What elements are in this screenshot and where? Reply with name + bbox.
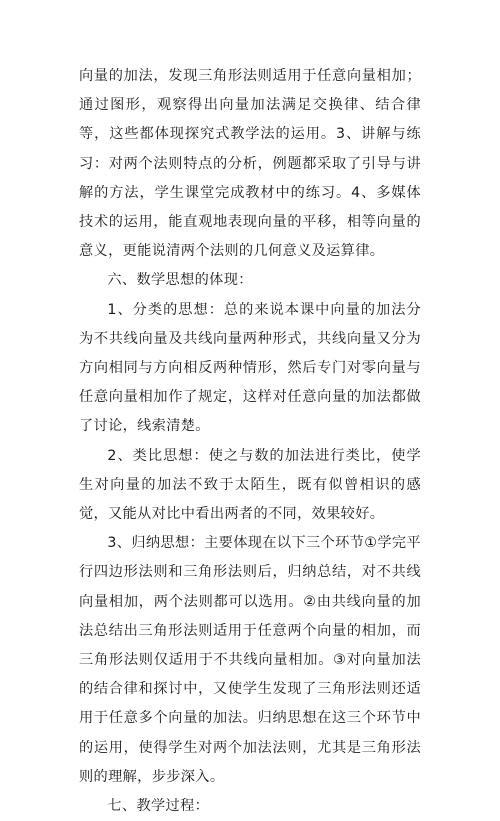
paragraph-classification-thinking: 1、分类的思想：总的来说本课中向量的加法分为不共线向量及共线向量两种形式，共线向量又分为方向相同与方向相反两种情形，然后专门对零向量与任意向量相加作了规定，这样对任意向量的加法都做了讨论，线索清楚。 <box>79 301 421 435</box>
section-heading-teaching-process: 七、教学过程： <box>107 798 210 815</box>
paragraph-analogy-thinking: 2、类比思想：使之与数的加法进行类比，使学生对向量的加法不致于太陌生，既有似曾相识的感觉，又能从对比中看出两者的不同，效果较好。 <box>79 447 421 523</box>
paragraph-continued-methods: 向量的加法，发现三角形法则适用于任意向量相加；通过图形，观察得出向量加法满足交换律、结合律等，这些都体现探究式教学法的运用。3、讲解与练习：对两个法则特点的分析，例题都采取了引导与讲解的方法，学生课堂完成教材中的练习。4、多媒体技术的运用，能直观地表现向量的平移，相等向量的意义，更能说清两个法则的几何意义及运算律。 <box>79 68 421 260</box>
paragraph-induction-thinking: 3、归纳思想：主要体现在以下三个环节①学完平行四边形法则和三角形法则后，归纳总结，对不共线向量相加，两个法则都可以选用。②由共线向量的加法总结出三角形法则适用于任意两个向量的相加，而三角形法则仅适用于不共线向量相加。③对向量加法的结合律和探讨中，又使学生发现了三角形法则还适用于任意多个向量的加法。归纳思想在这三个环节中的运用，使得学生对两个加法法则，尤其是三角形法则的理解，步步深入。 <box>79 535 421 785</box>
section-heading-math-thinking: 六、数学思想的体现： <box>107 272 253 289</box>
document-body <box>79 62 421 821</box>
